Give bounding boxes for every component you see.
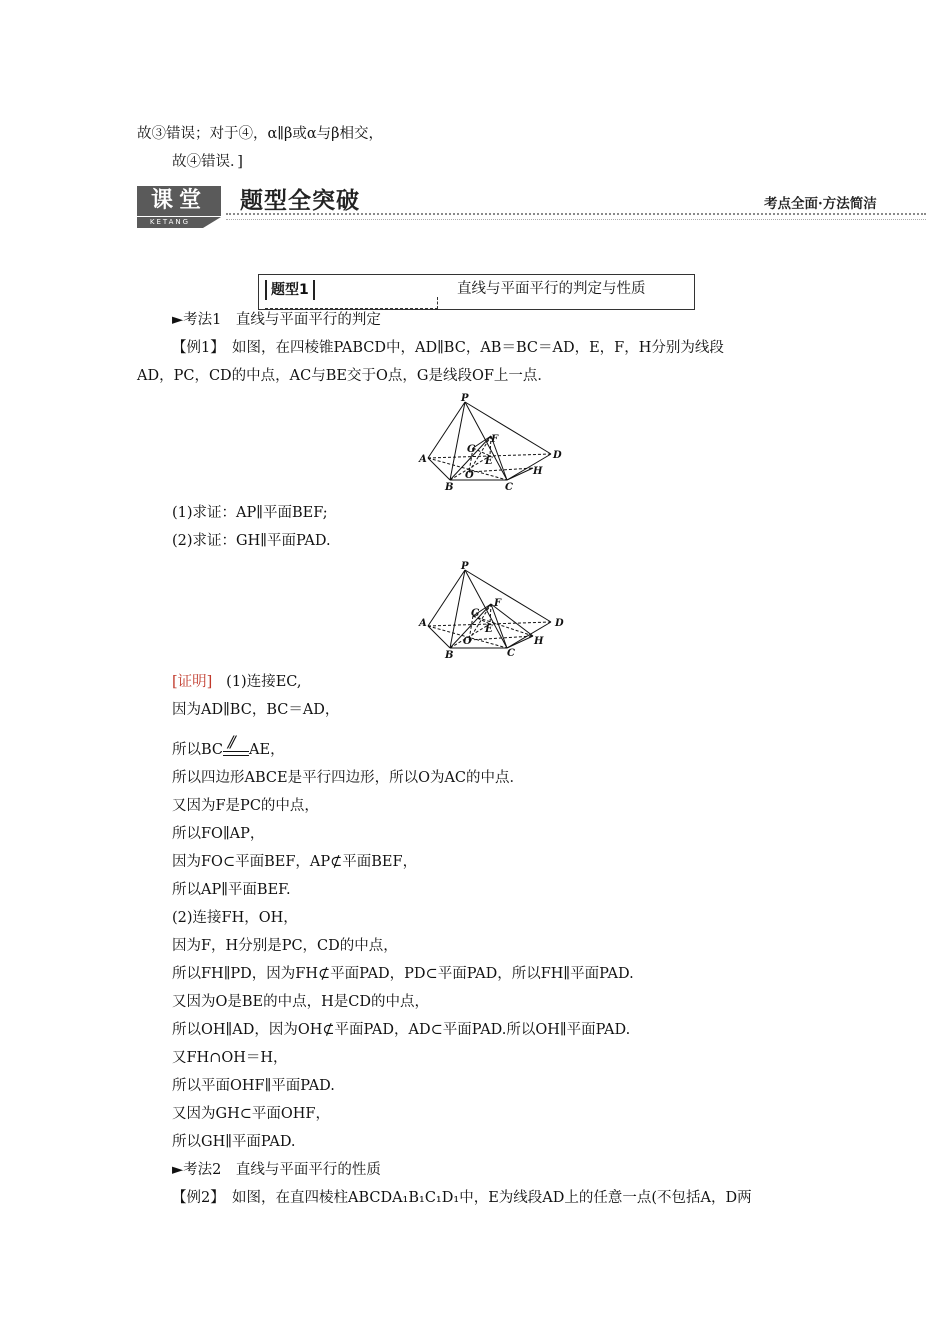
type-tag: 题型1 (265, 280, 315, 300)
example-line: 【例2】 如图，在直四棱柱ABCDA₁B₁C₁D₁中，E为线段AD上的任意一点(不包括A，D两 (172, 1190, 752, 1206)
text-line: 故④错误．] (172, 154, 243, 170)
example-line: 【例1】 如图，在四棱锥PABCD中，AD∥BC，AB＝BC＝AD，E，F，H分别为线段 (172, 340, 724, 356)
proof-line: 所以平面OHF∥平面PAD. (172, 1078, 335, 1094)
proof-line: 因为AD∥BC，BC＝AD， (172, 702, 340, 718)
proof-text: AE， (249, 742, 285, 758)
banner-triangle (203, 217, 221, 228)
proof-line: 所以四边形ABCE是平行四边形，所以O为AC的中点． (172, 770, 525, 786)
label-H: H (534, 636, 544, 647)
question-line: (1)求证：AP∥平面BEF; (172, 505, 328, 521)
proof-line: 所以AP∥平面BEF. (172, 882, 291, 898)
banner-big-text: 课堂 (137, 186, 221, 216)
proof-line: 又因为F是PC的中点， (172, 798, 319, 814)
proof-label: [证明] (172, 674, 213, 690)
pyramid-figure (415, 392, 575, 496)
proof-line: 所以OH∥AD，因为OH⊄平面PAD，AD⊂平面PAD.所以OH∥平面PAD. (172, 1022, 631, 1038)
banner-small-text: KETANG (137, 217, 203, 228)
proof-line: (2)连接FH，OH， (172, 910, 298, 926)
type-tag-dash (265, 297, 438, 309)
label-B: B (445, 650, 454, 661)
label-A: A (419, 454, 427, 465)
label-D: D (555, 618, 564, 629)
proof-text: 所以BC (172, 742, 224, 758)
label-O: O (463, 636, 472, 647)
proof-line: 因为FO⊂平面BEF，AP⊄平面BEF， (172, 854, 418, 870)
type-title: 直线与平面平行的判定与性质 (457, 281, 646, 297)
label-C: C (507, 648, 515, 659)
banner-divider (226, 213, 926, 215)
parallel-equal-symbol: // (223, 740, 249, 760)
proof-line-parallel-equal (172, 732, 285, 760)
label-D: D (553, 450, 562, 461)
label-B: B (445, 482, 454, 493)
proof-line: 又因为GH⊂平面OHF， (172, 1106, 330, 1122)
kaofa-heading: ►考法1 直线与平面平行的判定 (172, 312, 381, 328)
type-box (258, 274, 695, 310)
proof-first-line (172, 672, 301, 692)
label-F: F (494, 598, 502, 609)
label-G: G (467, 444, 476, 455)
proof-line: 所以FH∥PD，因为FH⊄平面PAD，PD⊂平面PAD，所以FH∥平面PAD. (172, 966, 634, 982)
proof-line: 因为F，H分别是PC，CD的中点， (172, 938, 398, 954)
banner-right-text: 考点全面·方法简洁 (764, 196, 877, 212)
pyramid-figure (415, 560, 575, 664)
label-P: P (461, 561, 469, 572)
banner-title: 题型全突破 (240, 188, 360, 214)
label-F: F (491, 434, 499, 445)
question-line: (2)求证：GH∥平面PAD. (172, 533, 331, 549)
label-E: E (485, 456, 493, 467)
kaofa-heading: ►考法2 直线与平面平行的性质 (172, 1162, 381, 1178)
label-O: O (465, 470, 474, 481)
section-banner-tag (137, 186, 223, 230)
example-line: AD，PC，CD的中点，AC与BE交于O点，G是线段OF上一点． (137, 368, 552, 384)
label-C: C (505, 482, 513, 493)
proof-line: 所以FO∥AP， (172, 826, 265, 842)
text-line: 故③错误；对于④，α∥β或α与β相交， (137, 126, 384, 142)
label-P: P (461, 393, 469, 404)
label-G: G (471, 608, 480, 619)
proof-text: (1)连接EC, (226, 674, 302, 690)
proof-line: 又因为O是BE的中点，H是CD的中点， (172, 994, 429, 1010)
proof-line: 所以GH∥平面PAD. (172, 1134, 296, 1150)
label-E: E (485, 624, 493, 635)
label-H: H (533, 466, 543, 477)
banner-divider (226, 219, 926, 220)
proof-line: 又FH∩OH＝H， (172, 1050, 288, 1066)
label-A: A (419, 618, 427, 629)
